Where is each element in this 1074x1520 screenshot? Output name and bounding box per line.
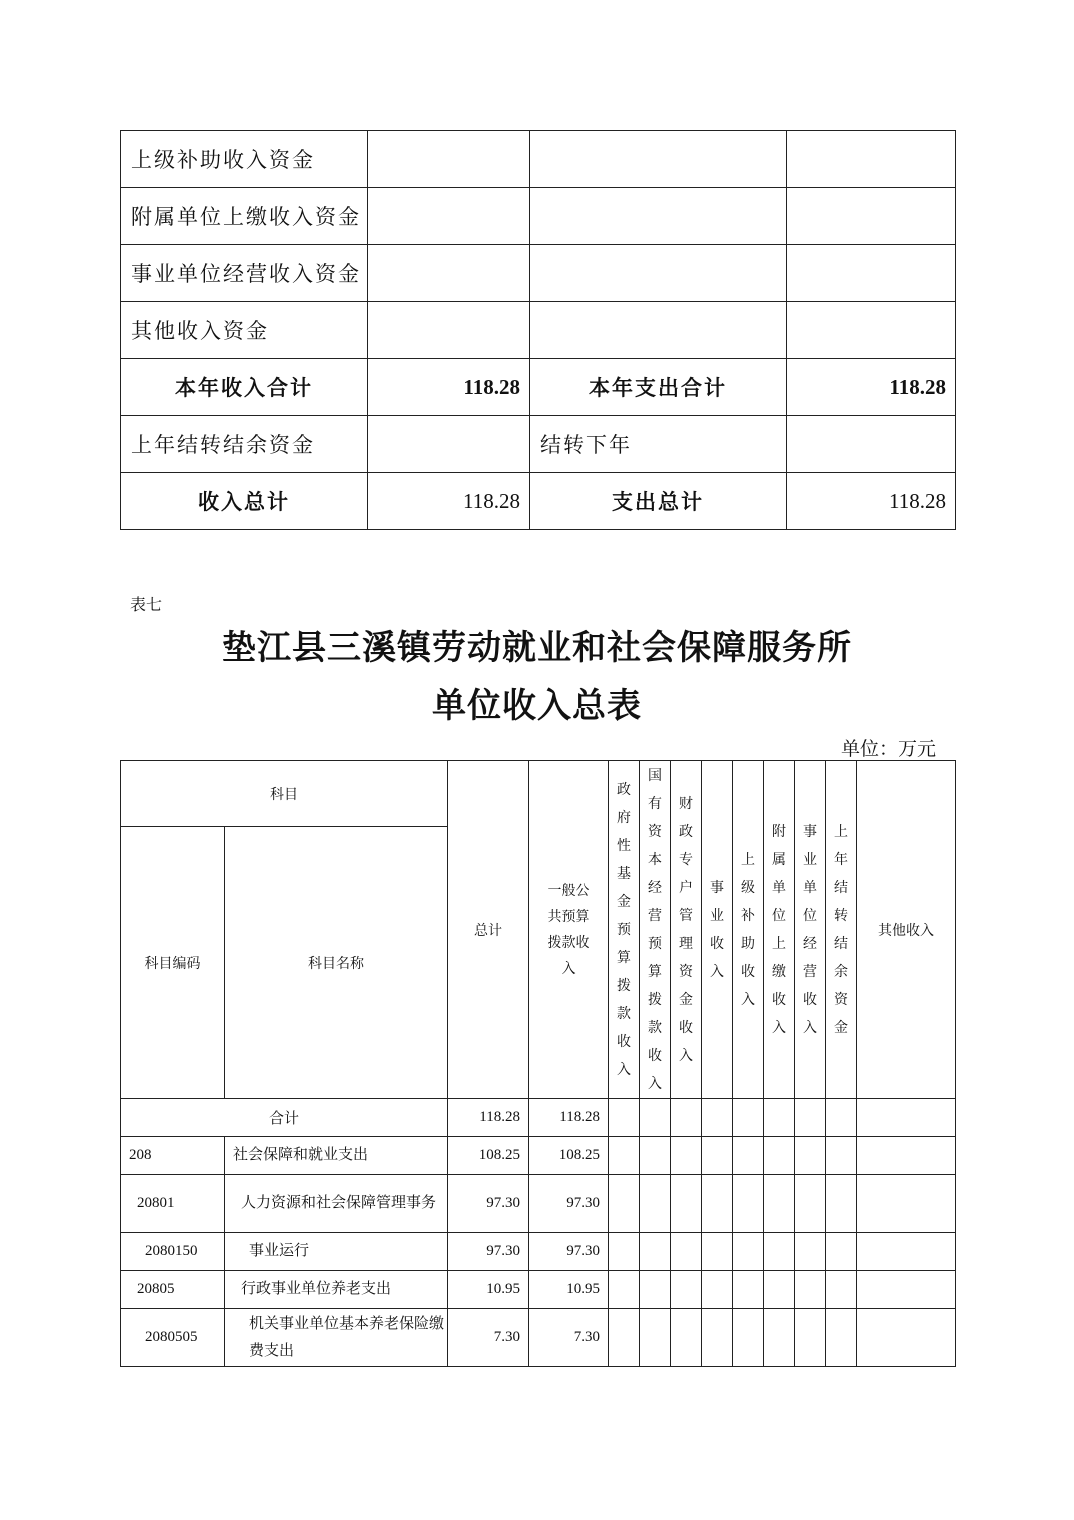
header-carryover	[826, 761, 857, 1099]
total-value: 108.25	[448, 1137, 529, 1175]
header-other: 其他收入	[857, 761, 956, 1099]
expense-subtotal-label: 本年支出合计	[530, 359, 787, 416]
subject-code: 2080505	[121, 1309, 225, 1367]
row-value	[368, 245, 530, 302]
header-superior-subsidy-text: 上级补助收入	[741, 851, 755, 1008]
table-row	[121, 359, 956, 416]
header-business	[702, 761, 733, 1099]
row-value	[368, 131, 530, 188]
table-row	[121, 1137, 956, 1175]
expense-subtotal-value: 118.28	[787, 359, 956, 416]
header-state-capital	[640, 761, 671, 1099]
table-row	[121, 188, 956, 245]
row-value	[787, 131, 956, 188]
table-row	[121, 245, 956, 302]
total-label: 合计	[121, 1099, 448, 1137]
header-general-budget: 一般公共预算拨款收入	[529, 761, 609, 1099]
table-row	[121, 1271, 956, 1309]
row-label	[530, 131, 787, 188]
header-superior-subsidy	[733, 761, 764, 1099]
total-value: 118.28	[448, 1099, 529, 1137]
table-row	[121, 1233, 956, 1271]
row-label: 结转下年	[530, 416, 787, 473]
row-label: 上年结转结余资金	[121, 416, 368, 473]
header-business-operation	[795, 761, 826, 1099]
subject-name: 事业运行	[225, 1233, 448, 1271]
header-code: 科目编码	[121, 827, 225, 1099]
general-value: 97.30	[529, 1233, 609, 1271]
table-row	[121, 302, 956, 359]
income-subtotal-label: 本年收入合计	[121, 359, 368, 416]
table-row	[121, 1309, 956, 1367]
row-label: 上级补助收入资金	[121, 131, 368, 188]
header-affiliated-text: 附属单位上缴收入	[772, 823, 786, 1036]
row-label	[530, 302, 787, 359]
subject-code: 20801	[121, 1175, 225, 1233]
total-value: 97.30	[448, 1233, 529, 1271]
table-row	[121, 416, 956, 473]
row-label	[530, 245, 787, 302]
table-number: 表七	[130, 595, 163, 614]
subject-code: 208	[121, 1137, 225, 1175]
row-value	[787, 416, 956, 473]
header-total: 总计	[448, 761, 529, 1099]
general-value: 97.30	[529, 1175, 609, 1233]
header-row	[121, 761, 956, 827]
header-fiscal-special-text: 财政专户管理资金收入	[679, 795, 693, 1064]
row-value	[368, 302, 530, 359]
general-value: 118.28	[529, 1099, 609, 1137]
subject-code: 2080150	[121, 1233, 225, 1271]
income-grand-total-value: 118.28	[368, 473, 530, 530]
unit-label: 单位：万元	[840, 738, 936, 760]
income-grand-total-label: 收入总计	[121, 473, 368, 530]
subject-name: 社会保障和就业支出	[225, 1137, 448, 1175]
row-label: 事业单位经营收入资金	[121, 245, 368, 302]
total-value: 97.30	[448, 1175, 529, 1233]
row-label	[530, 188, 787, 245]
header-carryover-text: 上年结转结余资金	[834, 823, 848, 1036]
summary-table	[120, 130, 956, 530]
general-value: 108.25	[529, 1137, 609, 1175]
header-business-text: 事业收入	[710, 879, 724, 980]
row-value	[787, 245, 956, 302]
header-gov-fund-text: 政府性基金预算拨款收入	[617, 781, 631, 1078]
expense-grand-total-value: 118.28	[787, 473, 956, 530]
general-value: 10.95	[529, 1271, 609, 1309]
row-value	[368, 188, 530, 245]
total-row	[121, 1099, 956, 1137]
header-fiscal-special	[671, 761, 702, 1099]
total-value: 10.95	[448, 1271, 529, 1309]
table-row	[121, 1175, 956, 1233]
header-name: 科目名称	[225, 827, 448, 1099]
header-gov-fund	[609, 761, 640, 1099]
subject-code: 20805	[121, 1271, 225, 1309]
total-value: 7.30	[448, 1309, 529, 1367]
income-subtotal-value: 118.28	[368, 359, 530, 416]
row-value	[787, 188, 956, 245]
expense-grand-total-label: 支出总计	[530, 473, 787, 530]
header-state-capital-text: 国有资本经营预算拨款收入	[648, 767, 662, 1092]
subject-name: 机关事业单位基本养老保险缴费支出	[225, 1309, 448, 1367]
table-row	[121, 473, 956, 530]
general-value: 7.30	[529, 1309, 609, 1367]
subject-name: 人力资源和社会保障管理事务	[225, 1175, 448, 1233]
document-title: 垫江县三溪镇劳动就业和社会保障服务所	[222, 628, 852, 668]
row-label: 其他收入资金	[121, 302, 368, 359]
subject-name: 行政事业单位养老支出	[225, 1271, 448, 1309]
header-business-operation-text: 事业单位经营收入	[803, 823, 817, 1036]
row-value	[368, 416, 530, 473]
document-subtitle: 单位收入总表	[432, 686, 642, 726]
row-label: 附属单位上缴收入资金	[121, 188, 368, 245]
income-table	[120, 760, 956, 1367]
table-row	[121, 131, 956, 188]
header-subject: 科目	[121, 761, 448, 827]
header-affiliated	[764, 761, 795, 1099]
row-value	[787, 302, 956, 359]
